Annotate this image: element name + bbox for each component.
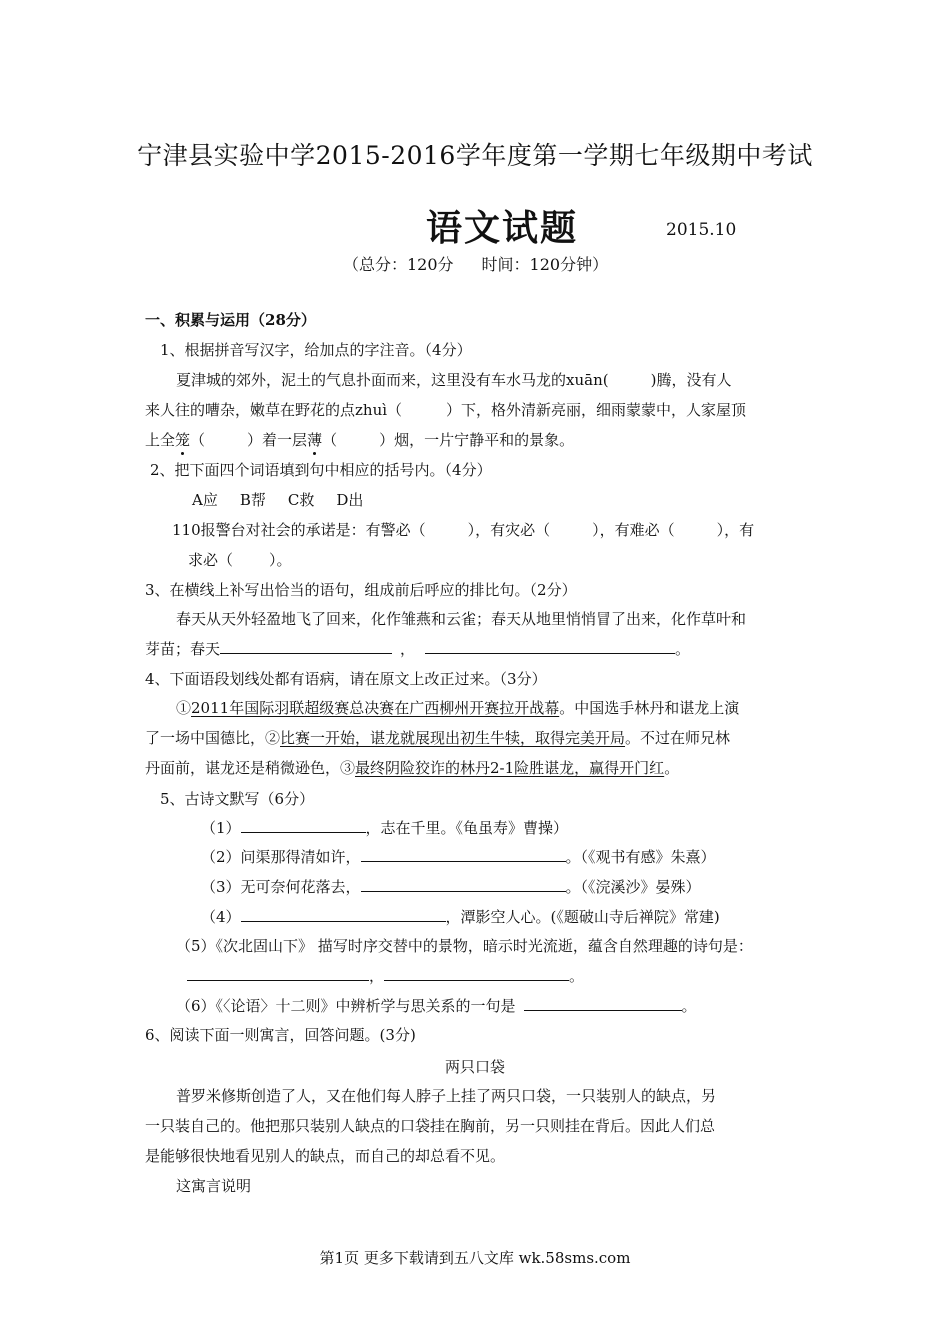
- option: A应: [192, 491, 218, 509]
- q5-prompt: 5、古诗文默写（6分）: [160, 790, 315, 808]
- exam-date: 2015.10: [666, 220, 737, 240]
- q5-item: （4） ，潭影空人心。(《题破山寺后禅院》常建): [201, 908, 720, 926]
- q1-line: 夏津城的郊外，泥土的气息扑面而来，这里没有车水马龙的xuān( )腾，没有人: [176, 371, 732, 389]
- q4-line: 丹面前，谌龙还是稍微逊色，③最终阴险狡诈的林丹2-1险胜谌龙，赢得开门红。: [145, 759, 680, 777]
- q5-item: （1） ，志在千里。《龟虽寿》曹操）: [201, 819, 569, 837]
- q6-prompt: 6、阅读下面一则寓言，回答问题。(3分): [145, 1026, 416, 1044]
- q5-item: ， 。: [187, 965, 584, 986]
- q4-prompt: 4、下面语段划线处都有语病，请在原文上改正过来。（3分）: [145, 670, 547, 688]
- q5-item: （3）无可奈何花落去， 。（《浣溪沙》晏殊）: [201, 878, 701, 896]
- fable-paragraph: 一只装自己的。他把那只装别人缺点的口袋挂在胸前，另一只则挂在背后。因此人们总: [145, 1117, 716, 1135]
- option: C救: [287, 491, 315, 509]
- q3-line: 春天从天外轻盈地飞了回来，化作雏燕和云雀；春天从地里悄悄冒了出来，化作草叶和: [176, 610, 747, 628]
- fable-question: 这寓言说明: [176, 1177, 252, 1195]
- q4-line: ①2011年国际羽联超级赛总决赛在广西柳州开赛拉开战幕。中国选手林丹和谌龙上演: [176, 699, 740, 717]
- q1-prompt: 1、根据拼音写汉字，给加点的字注音。（4分）: [160, 341, 472, 359]
- fable-paragraph: 普罗米修斯创造了人，又在他们每人脖子上挂了两只口袋，一只装别人的缺点，另: [176, 1087, 717, 1105]
- exam-time: 时间：120分钟）: [481, 255, 609, 274]
- total-score: （总分：120分: [343, 255, 454, 274]
- underlined-error: 2011年国际羽联超级赛总决赛在广西柳州开赛拉开战幕: [191, 699, 560, 717]
- q2-options: [192, 489, 363, 510]
- fable-paragraph: 是能够很快地看见别人的缺点，而自己的却总看不见。: [145, 1147, 506, 1165]
- underlined-error: 比赛一开始，谌龙就展现出初生牛犊，取得完美开局: [280, 729, 626, 747]
- section-heading: 一、积累与运用（28分）: [145, 311, 316, 329]
- dotted-char: 薄: [307, 431, 323, 449]
- q4-line: 了一场中国德比，②比赛一开始，谌龙就展现出初生牛犊，取得完美开局。不过在师兄林: [145, 729, 731, 747]
- q2-prompt: 2、把下面四个词语填到句中相应的括号内。（4分）: [150, 461, 492, 479]
- q3-prompt: 3、在横线上补写出恰当的语句，组成前后呼应的排比句。（2分）: [145, 581, 577, 599]
- exam-title: 宁津县实验中学2015-2016学年度第一学期七年级期中考试: [137, 141, 813, 170]
- q2-line: 110报警台对社会的承诺是：有警必（ ），有灾必（ ），有难必（ ），有: [172, 521, 755, 539]
- fable-title: 两只口袋: [444, 1058, 505, 1076]
- q5-item: （2）问渠那得清如许， 。（《观书有感》朱熹）: [201, 848, 716, 866]
- option: D出: [336, 491, 364, 509]
- q3-line: 芽苗；春天 ， 。: [145, 640, 691, 658]
- q2-line: 求必（ ）。: [188, 551, 292, 569]
- subject-title: 语文试题: [426, 207, 579, 249]
- q5-item: （5）《次北固山下》 描写时序交替中的景物，暗示时光流逝，蕴含自然理趣的诗句是：: [176, 937, 753, 955]
- dotted-char: 笼: [175, 431, 191, 449]
- page-footer: 第1页 更多下载请到五八文库 wk.58sms.com: [319, 1249, 631, 1267]
- option: B帮: [239, 491, 266, 509]
- score-time-line: [343, 252, 608, 275]
- q1-line: 来人往的嘈杂，嫩草在野花的点zhuì（ ）下，格外清新亮丽，细雨蒙蒙中，人家屋顶: [145, 401, 747, 419]
- q1-line: 上全笼（ ）着一层薄（ ）烟，一片宁静平和的景象。: [145, 431, 575, 449]
- underlined-error: 最终阴险狡诈的林丹2-1险胜谌龙，赢得开门红: [355, 759, 665, 777]
- q5-item: （6）《〈论语〉十二则》中辨析学与思关系的一句是 。: [176, 997, 697, 1015]
